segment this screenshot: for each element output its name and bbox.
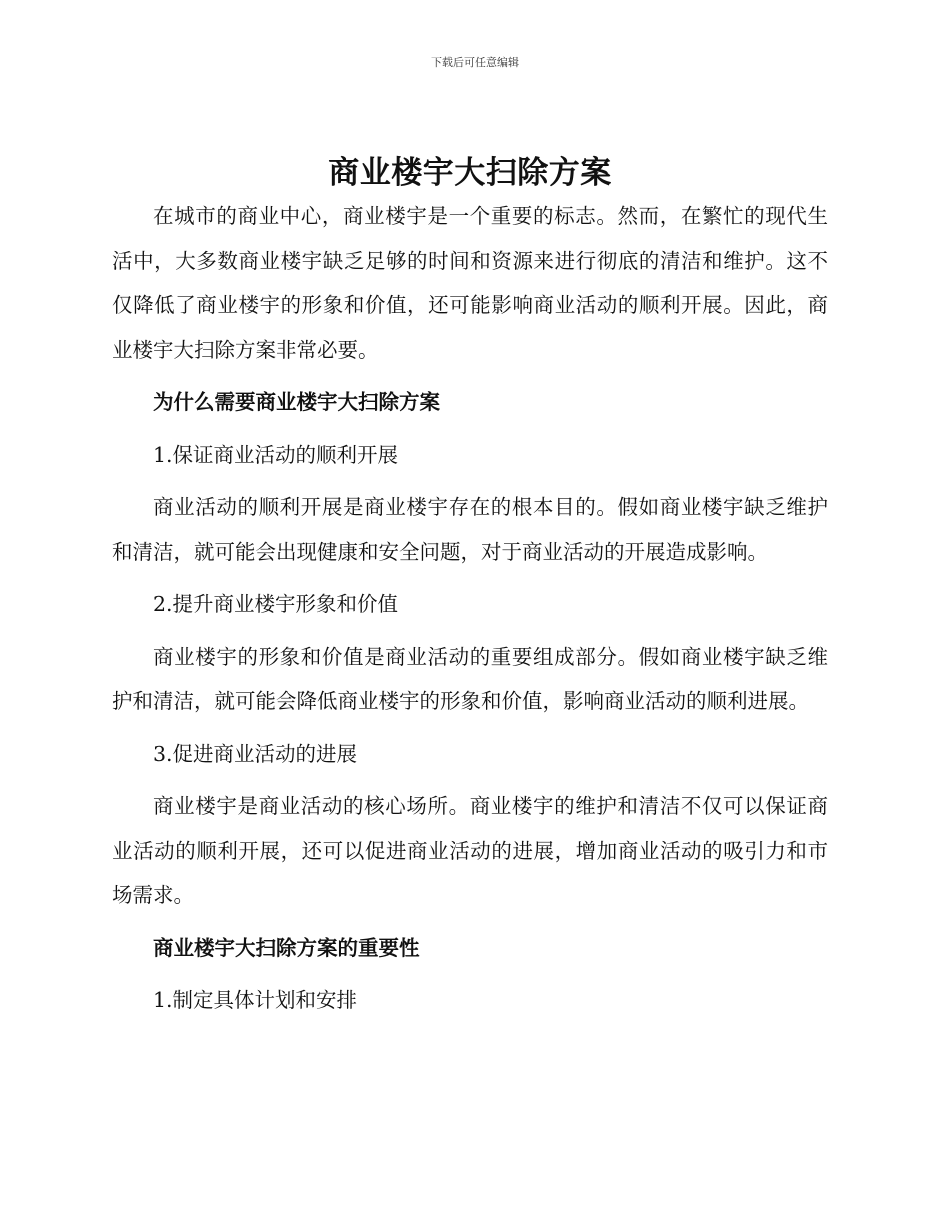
item-title-2: 2.提升商业楼宇形象和价值: [153, 592, 399, 616]
item-title-plan: 1.制定具体计划和安排: [153, 988, 358, 1012]
spacer: [112, 477, 828, 485]
document-body: [112, 152, 828, 1023]
spacer: [112, 724, 828, 732]
spacer: [112, 627, 828, 635]
item-body-1: 商业活动的顺利开展是商业楼宇存在的根本目的。假如商业楼宇缺乏维护和清洁，就可能会出现健康和安全问题，对于商业活动的开展造成影响。: [112, 495, 828, 564]
section-heading-why: 为什么需要商业楼宇大扫除方案: [153, 390, 440, 414]
section-heading-importance: 商业楼宇大扫除方案的重要性: [153, 935, 420, 960]
intro-paragraph: 在城市的商业中心，商业楼宇是一个重要的标志。然而，在繁忙的现代生活中，大多数商业楼宇缺乏足够的时间和资源来进行彻底的清洁和维护。这不仅降低了商业楼宇的形象和价值，还可能影响商业活动的顺利开展。因此，商业楼宇大扫除方案非常必要。: [112, 204, 828, 362]
spacer: [112, 776, 828, 784]
spacer: [112, 574, 828, 582]
spacer: [112, 970, 828, 978]
header-note: 下载后可任意编辑: [431, 56, 519, 69]
document-title: 商业楼宇大扫除方案: [328, 155, 612, 191]
item-body-2: 商业楼宇的形象和价值是商业活动的重要组成部分。假如商业楼宇缺乏维护和清洁，就可能会降低商业楼宇的形象和价值，影响商业活动的顺利进展。: [112, 644, 828, 713]
item-body-3: 商业楼宇是商业活动的核心场所。商业楼宇的维护和清洁不仅可以保证商业活动的顺利开展，还可以促进商业活动的进展，增加商业活动的吸引力和市场需求。: [112, 794, 828, 907]
spacer: [112, 918, 828, 926]
item-title-1: 1.保证商业活动的顺利开展: [153, 442, 399, 467]
spacer: [112, 372, 828, 380]
item-title-3: 3.促进商业活动的进展: [153, 741, 358, 766]
spacer: [112, 425, 828, 433]
